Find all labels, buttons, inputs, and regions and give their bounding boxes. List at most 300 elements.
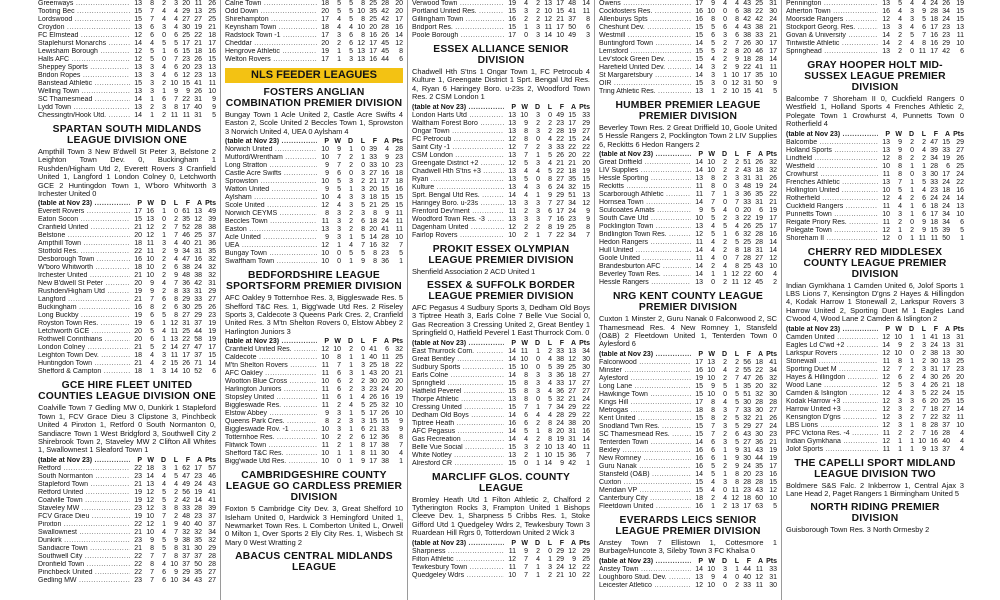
table-row xyxy=(38,288,216,296)
table-row xyxy=(786,163,964,171)
stat-value: 26 xyxy=(930,381,938,389)
stat-value: 0 xyxy=(723,199,727,207)
stat-col-header: D xyxy=(160,456,166,464)
team-name: Ryan ..... xyxy=(412,176,504,184)
stat-value: 2 xyxy=(536,16,540,23)
stat-value: 23 xyxy=(743,486,751,494)
table-row xyxy=(225,194,403,202)
results-text: Ampthill Town 3 New B'dwell St Peter 3, Belstone 2 Leighton Town Dev. 0, Buckingham 1 Rushden/Higham Utd 2, Everett Rovers 3 Cranfield United 1, Langford 1 London Colney 0, Letchworth GCE 2 Huntingdon Town 1, W'boro Whitworth 3 Irchester United 0 xyxy=(38,147,216,199)
stat-value: 16 xyxy=(695,454,703,462)
stat-value: 9 xyxy=(325,162,329,170)
stat-value: 5 xyxy=(361,402,365,410)
team-name: New Romney ..... xyxy=(599,455,691,463)
table-row xyxy=(412,356,590,364)
stat-value: 1 xyxy=(349,442,353,450)
stat-value: 9 xyxy=(735,462,739,470)
stat-value: 6 xyxy=(735,32,739,39)
stat-value: 1 xyxy=(349,258,353,266)
team-name: Stopsley United ..... xyxy=(225,394,317,402)
table-row xyxy=(225,450,403,458)
stat-value: 2 xyxy=(349,210,353,218)
stat-value: 6 xyxy=(361,426,365,434)
stat-value: 3 xyxy=(898,413,902,421)
stat-value: 49 xyxy=(208,208,216,216)
team-name: Biggleswade Res. ..... xyxy=(225,402,317,410)
team-name: Bridon Ropes ..... xyxy=(38,72,130,80)
stat-value: 6 xyxy=(898,373,902,381)
stat-value: 19 xyxy=(508,0,516,7)
table-row xyxy=(38,328,216,336)
table-row xyxy=(412,112,590,120)
stat-value: 9 xyxy=(773,80,777,87)
stat-value: 21 xyxy=(134,224,142,232)
stat-col-header: A xyxy=(570,339,576,347)
stat-value: 3 xyxy=(548,563,552,571)
stat-value: 29 xyxy=(743,422,751,430)
stat-col-header: P xyxy=(698,151,703,159)
results-text: Coalville Town 7 Gedling MW 0, Dunkirk 1 Stapleford Town 1, FCV Grace Dieu 3 Clipstone 3, Pinchbeck United 4 Pinxton 1, Retford 0 South Normanton 0, Sandiacre Town 1 West Bridgford 3, Southwell City 2 Shirebrook Town 2, Staveley MW 2 Clifton All Whites 1, Swallownest 1 Sleaford Town 1 xyxy=(38,403,216,455)
stat-value: 38 xyxy=(755,24,763,31)
stat-value: 4 xyxy=(922,186,926,194)
table-row xyxy=(786,374,964,382)
stat-value: 7 xyxy=(162,512,166,520)
stat-value: 1 xyxy=(723,72,727,79)
stat-value: 2 xyxy=(711,263,715,271)
stat-value: 10 xyxy=(395,402,403,410)
table-row xyxy=(599,574,777,582)
stat-value: 17 xyxy=(208,40,216,47)
stat-value: 9 xyxy=(325,170,329,178)
stat-value: 16 xyxy=(769,231,777,239)
stat-value: 34 xyxy=(208,528,216,536)
table-row xyxy=(38,561,216,569)
stat-value: 4 xyxy=(898,194,902,202)
team-name: Pennington ..... xyxy=(786,0,878,8)
league-table xyxy=(38,457,216,585)
stat-value: 4 xyxy=(922,146,926,154)
stat-value: 17 xyxy=(556,207,564,215)
stat-value: 1 xyxy=(586,459,590,467)
stat-value: 6 xyxy=(711,454,715,462)
stat-value: 31 xyxy=(194,288,202,296)
stat-value: 39 xyxy=(930,146,938,154)
stat-col-header: L xyxy=(547,539,552,547)
team-name: Brandesburton AFC ..... xyxy=(599,263,691,271)
stat-value: 5 xyxy=(922,178,926,186)
stat-value: 4 xyxy=(960,429,964,437)
stat-value: 18 xyxy=(369,218,377,226)
team-name: Cockfosters Res. ..... xyxy=(599,8,691,16)
stat-value: 1 xyxy=(536,191,540,199)
stat-value: 21 xyxy=(134,480,142,488)
stat-value: 2 xyxy=(162,248,166,256)
stat-value: 10 xyxy=(707,167,715,175)
stat-value: 24 xyxy=(582,395,590,403)
stat-value: 11 xyxy=(321,386,329,394)
stat-value: 15 xyxy=(208,56,216,63)
stat-value: 2 xyxy=(735,581,739,589)
stat-value: 9 xyxy=(898,138,902,146)
team-name: Everett Rovers ..... xyxy=(38,208,130,216)
stat-col-header: F xyxy=(933,130,938,138)
stat-value: 13 xyxy=(508,395,516,403)
table-row xyxy=(38,481,216,489)
team-name: Beverley Town Res. ..... xyxy=(599,271,691,279)
stat-value: 16 xyxy=(930,429,938,437)
stat-value: 14 xyxy=(695,40,703,47)
stat-value: 21 xyxy=(556,16,564,23)
table-row xyxy=(38,104,216,112)
stat-value: 37 xyxy=(194,352,202,360)
stat-col-header: L xyxy=(921,325,926,333)
table-row xyxy=(38,232,216,240)
stat-value: 6 xyxy=(946,162,950,170)
stat-value: 2 xyxy=(162,0,166,7)
stat-value: 33 xyxy=(556,379,564,387)
stat-value: 28 xyxy=(755,56,763,63)
table-row xyxy=(786,334,964,342)
team-name: New B'dwell St Peter ..... xyxy=(38,280,130,288)
stat-value: 5 xyxy=(711,48,715,55)
stat-value: 3 xyxy=(735,175,739,183)
stat-value: 27 xyxy=(755,422,763,430)
stat-col-header: A xyxy=(570,539,576,547)
stat-value: 3 xyxy=(349,202,353,210)
table-row xyxy=(225,16,403,24)
stat-value: 3 xyxy=(910,389,914,397)
stat-value: 2 xyxy=(361,378,365,386)
stat-value: 42 xyxy=(743,16,751,23)
stat-value: 10 xyxy=(208,88,216,95)
stat-value: 11 xyxy=(882,170,890,178)
stat-value: 13 xyxy=(942,349,950,357)
stat-value: 46 xyxy=(755,48,763,55)
stat-value: 8 xyxy=(898,162,902,170)
stat-value: 4 xyxy=(174,16,178,23)
stat-value: 8 xyxy=(174,544,178,552)
team-name: Polegate Town ..... xyxy=(786,227,878,235)
stat-value: 27 xyxy=(743,438,751,446)
stat-value: 10 xyxy=(321,258,329,266)
stat-value: 32 xyxy=(182,528,190,536)
table-row xyxy=(786,171,964,179)
stat-value: 26 xyxy=(369,394,377,402)
stat-value: 19 xyxy=(956,0,964,7)
stat-value: 3 xyxy=(162,104,166,111)
team-name: Elstow Abbey ..... xyxy=(225,410,317,418)
stat-value: 1 xyxy=(723,446,727,454)
stat-value: 11 xyxy=(882,357,890,365)
stat-value: 18 xyxy=(321,24,329,31)
stat-value: 18 xyxy=(208,32,216,39)
stat-value: 5 xyxy=(723,382,727,390)
stat-value: 44 xyxy=(194,328,202,336)
stat-value: 16 xyxy=(930,40,938,47)
stat-value: 2 xyxy=(773,279,777,287)
stat-col-header: Pts xyxy=(953,130,964,138)
stat-value: 16 xyxy=(369,56,377,63)
stat-value: 26 xyxy=(755,374,763,382)
stat-value: 6 xyxy=(174,32,178,39)
stat-value: 3 xyxy=(898,210,902,218)
stat-value: 20 xyxy=(381,370,389,378)
stat-col-header: D xyxy=(534,339,540,347)
stat-value: 30 xyxy=(755,406,763,414)
team-name: Hessle Sporting ..... xyxy=(599,175,691,183)
stat-value: 0 xyxy=(723,183,727,191)
stat-value: 8 xyxy=(325,210,329,218)
stat-value: 28 xyxy=(208,560,216,568)
team-name: SC Thamesmead Res. ..... xyxy=(599,431,691,439)
table-row xyxy=(412,8,590,16)
team-name: Goole United ..... xyxy=(599,255,691,263)
stat-value: 19 xyxy=(695,374,703,382)
stat-value: 39 xyxy=(369,146,377,154)
stat-value: 3 xyxy=(735,191,739,199)
stat-value: 9 xyxy=(922,218,926,226)
stat-value: 49 xyxy=(568,32,576,39)
stat-value: 7 xyxy=(922,32,926,39)
team-name: CSM London ..... xyxy=(412,152,504,160)
team-name: Bridport Res. ..... xyxy=(412,24,504,32)
stat-value: 4 xyxy=(162,64,166,71)
stat-col-header: Pts xyxy=(579,339,590,347)
team-name: Frenford Dev'ment ..... xyxy=(412,208,504,216)
team-name: Biggleswade Rov. -1 ..... xyxy=(225,426,317,434)
table-row xyxy=(225,426,403,434)
stat-value: 10 xyxy=(894,333,902,341)
stat-value: 6 xyxy=(711,438,715,446)
stat-value: 2 xyxy=(524,451,528,459)
team-name: Queens Park Cres. ..... xyxy=(225,418,317,426)
stat-value: 28 xyxy=(755,398,763,406)
stat-value: 2 xyxy=(524,16,528,23)
stat-value: 5 xyxy=(162,488,166,496)
stat-value: 3 xyxy=(910,397,914,405)
stat-value: 7 xyxy=(898,178,902,186)
stat-value: 3 xyxy=(162,464,166,472)
team-name: Stonewall ..... xyxy=(786,358,878,366)
stat-value: 38 xyxy=(743,8,751,15)
stat-value: 3 xyxy=(337,426,341,434)
stat-value: 17 xyxy=(942,170,950,178)
team-name: Calne Town ..... xyxy=(225,0,317,8)
team-name: Shoreham II ..... xyxy=(786,235,878,243)
team-name: Flitwick Town ..... xyxy=(225,442,317,450)
stat-value: 24 xyxy=(743,462,751,470)
stat-value: 7 xyxy=(711,191,715,199)
stat-value: 3 xyxy=(536,159,540,167)
team-name: Long Buckby ..... xyxy=(38,312,130,320)
team-name: Atherton Town ..... xyxy=(786,8,878,16)
team-name: Rotherfield ..... xyxy=(786,195,878,203)
league-heading: CAMBRIDGESHIRE COUNTY LEAGUE GO CARDLESS PREMIER DIVISION xyxy=(225,470,403,504)
stat-value: 19 xyxy=(769,454,777,462)
stat-value: 2 xyxy=(723,48,727,55)
stat-value: 25 xyxy=(755,0,763,7)
table-row xyxy=(38,40,216,48)
stat-value: 32 xyxy=(194,528,202,536)
stat-value: 15 xyxy=(508,379,516,387)
stat-value: 1 xyxy=(711,88,715,95)
stat-value: 14 xyxy=(769,56,777,63)
table-row xyxy=(412,572,590,580)
stat-value: 2 xyxy=(524,223,528,231)
stat-value: 6 xyxy=(150,320,154,328)
stat-col-header: A xyxy=(757,557,763,565)
stat-value: 3 xyxy=(536,379,540,387)
stat-value: 5 xyxy=(711,207,715,215)
stat-value: 8 xyxy=(174,288,178,296)
stat-value: 4 xyxy=(337,16,341,23)
stat-value: 0 xyxy=(524,459,528,467)
stat-value: 9 xyxy=(174,272,178,280)
stat-value: 1 xyxy=(910,202,914,210)
table-row xyxy=(786,211,964,219)
stat-value: 36 xyxy=(381,258,389,266)
stat-value: 20 xyxy=(182,0,190,7)
stat-value: 11 xyxy=(508,207,516,215)
table-row xyxy=(225,32,403,40)
table-row xyxy=(225,154,403,162)
stat-value: 22 xyxy=(182,336,190,344)
table-row xyxy=(786,139,964,147)
stat-value: 12 xyxy=(508,143,516,151)
team-name: Owens ..... xyxy=(599,0,691,8)
stat-value: 13 xyxy=(508,151,516,159)
table-row xyxy=(225,210,403,218)
stat-value: 11 xyxy=(930,234,938,242)
stat-value: 56 xyxy=(182,488,190,496)
stat-value: 41 xyxy=(769,358,777,366)
stat-value: 17 xyxy=(769,462,777,470)
stat-col-header: L xyxy=(173,200,178,208)
results-text: Bungay Town 1 Acle United 2, Castle Acre Swifts 4 Easton 2, Scole United 2 Beccles Town 1, Sprowston 3 Norwich United 4, UEA 0 Aylsham 4 xyxy=(225,110,403,136)
team-name: Kent United ..... xyxy=(599,415,691,423)
stat-value: 5 xyxy=(349,0,353,7)
table-row xyxy=(38,216,216,224)
stat-value: 1 xyxy=(898,445,902,453)
stat-value: 11 xyxy=(769,64,777,71)
stat-value: 7 xyxy=(524,151,528,159)
stat-value: 20 xyxy=(182,64,190,71)
stat-value: 1 xyxy=(349,426,353,434)
stat-value: 27 xyxy=(942,405,950,413)
team-name: Pocklington Town ..... xyxy=(599,223,691,231)
stat-col-header: L xyxy=(921,130,926,138)
stat-value: 16 xyxy=(769,470,777,478)
stat-value: 10 xyxy=(956,210,964,218)
table-row xyxy=(225,354,403,362)
stat-value: 8 xyxy=(586,16,590,23)
stat-value: 32 xyxy=(769,167,777,175)
table-row xyxy=(412,380,590,388)
table-row xyxy=(599,255,777,263)
stat-value: 7 xyxy=(711,199,715,207)
team-name: Long Stratton ..... xyxy=(225,162,317,170)
stat-value: 4 xyxy=(548,411,552,419)
stat-value: 1 xyxy=(349,458,353,466)
stat-value: 35 xyxy=(369,8,377,15)
stat-value: 6 xyxy=(337,170,341,178)
table-row xyxy=(225,378,403,386)
stat-value: 26 xyxy=(942,373,950,381)
stat-col-header: F xyxy=(372,138,377,146)
table-row xyxy=(786,438,964,446)
team-name: Letchworth GCE ..... xyxy=(38,328,130,336)
table-row xyxy=(599,383,777,391)
stat-col-header: F xyxy=(746,350,751,358)
stat-value: 38 xyxy=(182,536,190,544)
team-name: Allenburys Spts ..... xyxy=(599,16,691,24)
stat-value: 14 xyxy=(695,72,703,79)
stat-value: 33 xyxy=(769,565,777,573)
stat-value: 6 xyxy=(174,48,178,55)
team-name: Guru Nanak ..... xyxy=(599,463,691,471)
stat-value: 1 xyxy=(337,242,341,250)
league-heading: SPARTAN SOUTH MIDLANDS LEAGUE DIVISION ONE xyxy=(52,124,202,146)
stat-value: 26 xyxy=(942,0,950,7)
stat-value: 50 xyxy=(755,80,763,87)
stat-value: 34 xyxy=(556,403,564,411)
table-row xyxy=(786,398,964,406)
stat-col-header: L xyxy=(547,103,552,111)
stat-value: 25 xyxy=(582,555,590,563)
stat-value: 15 xyxy=(508,24,516,31)
stat-value: 17 xyxy=(930,210,938,218)
stat-value: 15 xyxy=(381,186,389,194)
stat-col-header: P xyxy=(698,557,703,565)
stat-value: 26 xyxy=(182,360,190,368)
stat-value: 7 xyxy=(174,280,178,288)
table-row xyxy=(38,112,216,120)
table-row xyxy=(412,208,590,216)
stat-value: 4 xyxy=(711,486,715,494)
stat-value: 30 xyxy=(769,8,777,15)
stat-value: 2 xyxy=(723,247,727,255)
stat-value: 5 xyxy=(212,112,216,119)
stat-value: 23 xyxy=(956,365,964,373)
stat-value: 22 xyxy=(582,143,590,151)
stat-value: 2 xyxy=(723,215,727,223)
stat-value: 6 xyxy=(759,207,763,215)
stat-value: 20 xyxy=(743,207,751,215)
team-name: Tring Athletic Res. ..... xyxy=(599,88,691,96)
table-row xyxy=(599,271,777,279)
stat-value: 5 xyxy=(162,496,166,504)
stat-value: 2 xyxy=(524,207,528,215)
stat-value: 18 xyxy=(146,464,154,472)
stat-value: 7 xyxy=(399,242,403,250)
table-row xyxy=(412,144,590,152)
stat-value: 11 xyxy=(882,202,890,210)
table-row xyxy=(38,489,216,497)
stat-value: 1 xyxy=(162,320,166,328)
stat-value: 3 xyxy=(361,210,365,218)
team-name: Wood Lane ..... xyxy=(786,382,878,390)
team-name: Dagenham United ..... xyxy=(412,224,504,232)
table-row xyxy=(786,430,964,438)
stat-col-header: D xyxy=(160,200,166,208)
stat-value: 10 xyxy=(707,581,715,589)
stat-value: 3 xyxy=(536,199,540,207)
team-name: Leicester Atletico ..... xyxy=(599,582,691,590)
stat-value: 13 xyxy=(882,138,890,146)
stat-value: 3 xyxy=(548,371,552,379)
stat-value: 49 xyxy=(556,111,564,119)
stat-value: 14 xyxy=(544,32,552,39)
stat-value: 6 xyxy=(922,194,926,202)
